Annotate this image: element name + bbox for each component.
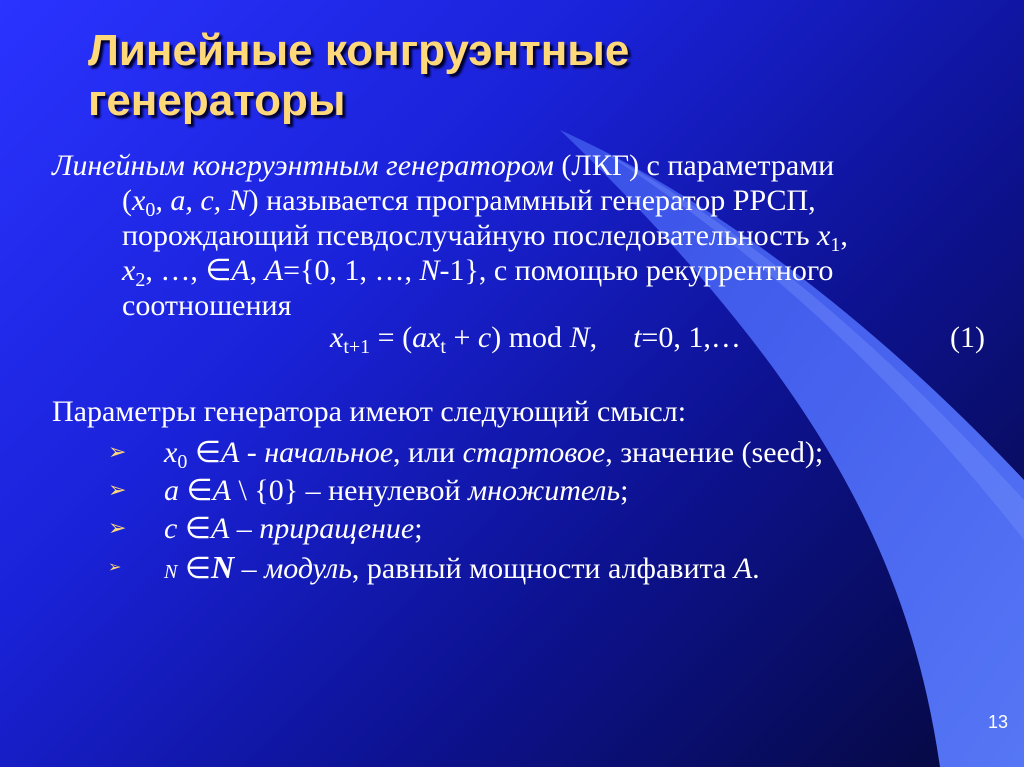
definition-line-2: ($x_0$, a, c, N) называется программный генератор РРСП, [122, 184, 816, 221]
definition-paragraph [52, 148, 1002, 323]
recurrence-formula: $x_{t+1} = (ax_t + c)$ mod N, t=0, 1,… (1) [330, 321, 985, 358]
title-line-2: генераторы [88, 76, 346, 125]
slide-title [88, 26, 948, 126]
page-number: 13 [988, 712, 1009, 732]
definition-term: Линейным конгруэнтным генератором [52, 149, 554, 182]
definition-line-5: соотношения [122, 289, 292, 322]
definition-line-1: Линейным конгруэнтным генератором (ЛКГ) с параметрами [52, 149, 835, 182]
params-intro: Параметры генератора имеют следующий смысл: [52, 395, 687, 428]
arrow-bullet-icon: ➢ [108, 478, 127, 503]
arrow-bullet-icon: ➢ [108, 516, 127, 541]
definition-line-4: $x_2$, …, ∈A, A={0, 1, …, N-1}, с помощью рекуррентного [122, 254, 834, 291]
list-item: ➢ c ∈A – приращение; [108, 510, 1008, 548]
title-line-1: Линейные конгруэнтные [88, 26, 630, 75]
list-item: ➢ $x_0$ ∈A - начальное, или стартовое, значение (seed); [108, 436, 824, 473]
list-item: ➢ a ∈A \ {0} – ненулевой множитель; [108, 472, 1008, 510]
arrow-bullet-icon: ➢ [108, 557, 122, 576]
equation-number: (1) [950, 321, 985, 354]
definition-line-3: порождающий псевдослучайную последовательность $x_1$, [122, 219, 848, 256]
arrow-bullet-icon: ➢ [108, 440, 127, 465]
params-list [108, 434, 1008, 586]
list-item: ➢ N ∈N – модуль, равный мощности алфавита A. [108, 549, 760, 585]
